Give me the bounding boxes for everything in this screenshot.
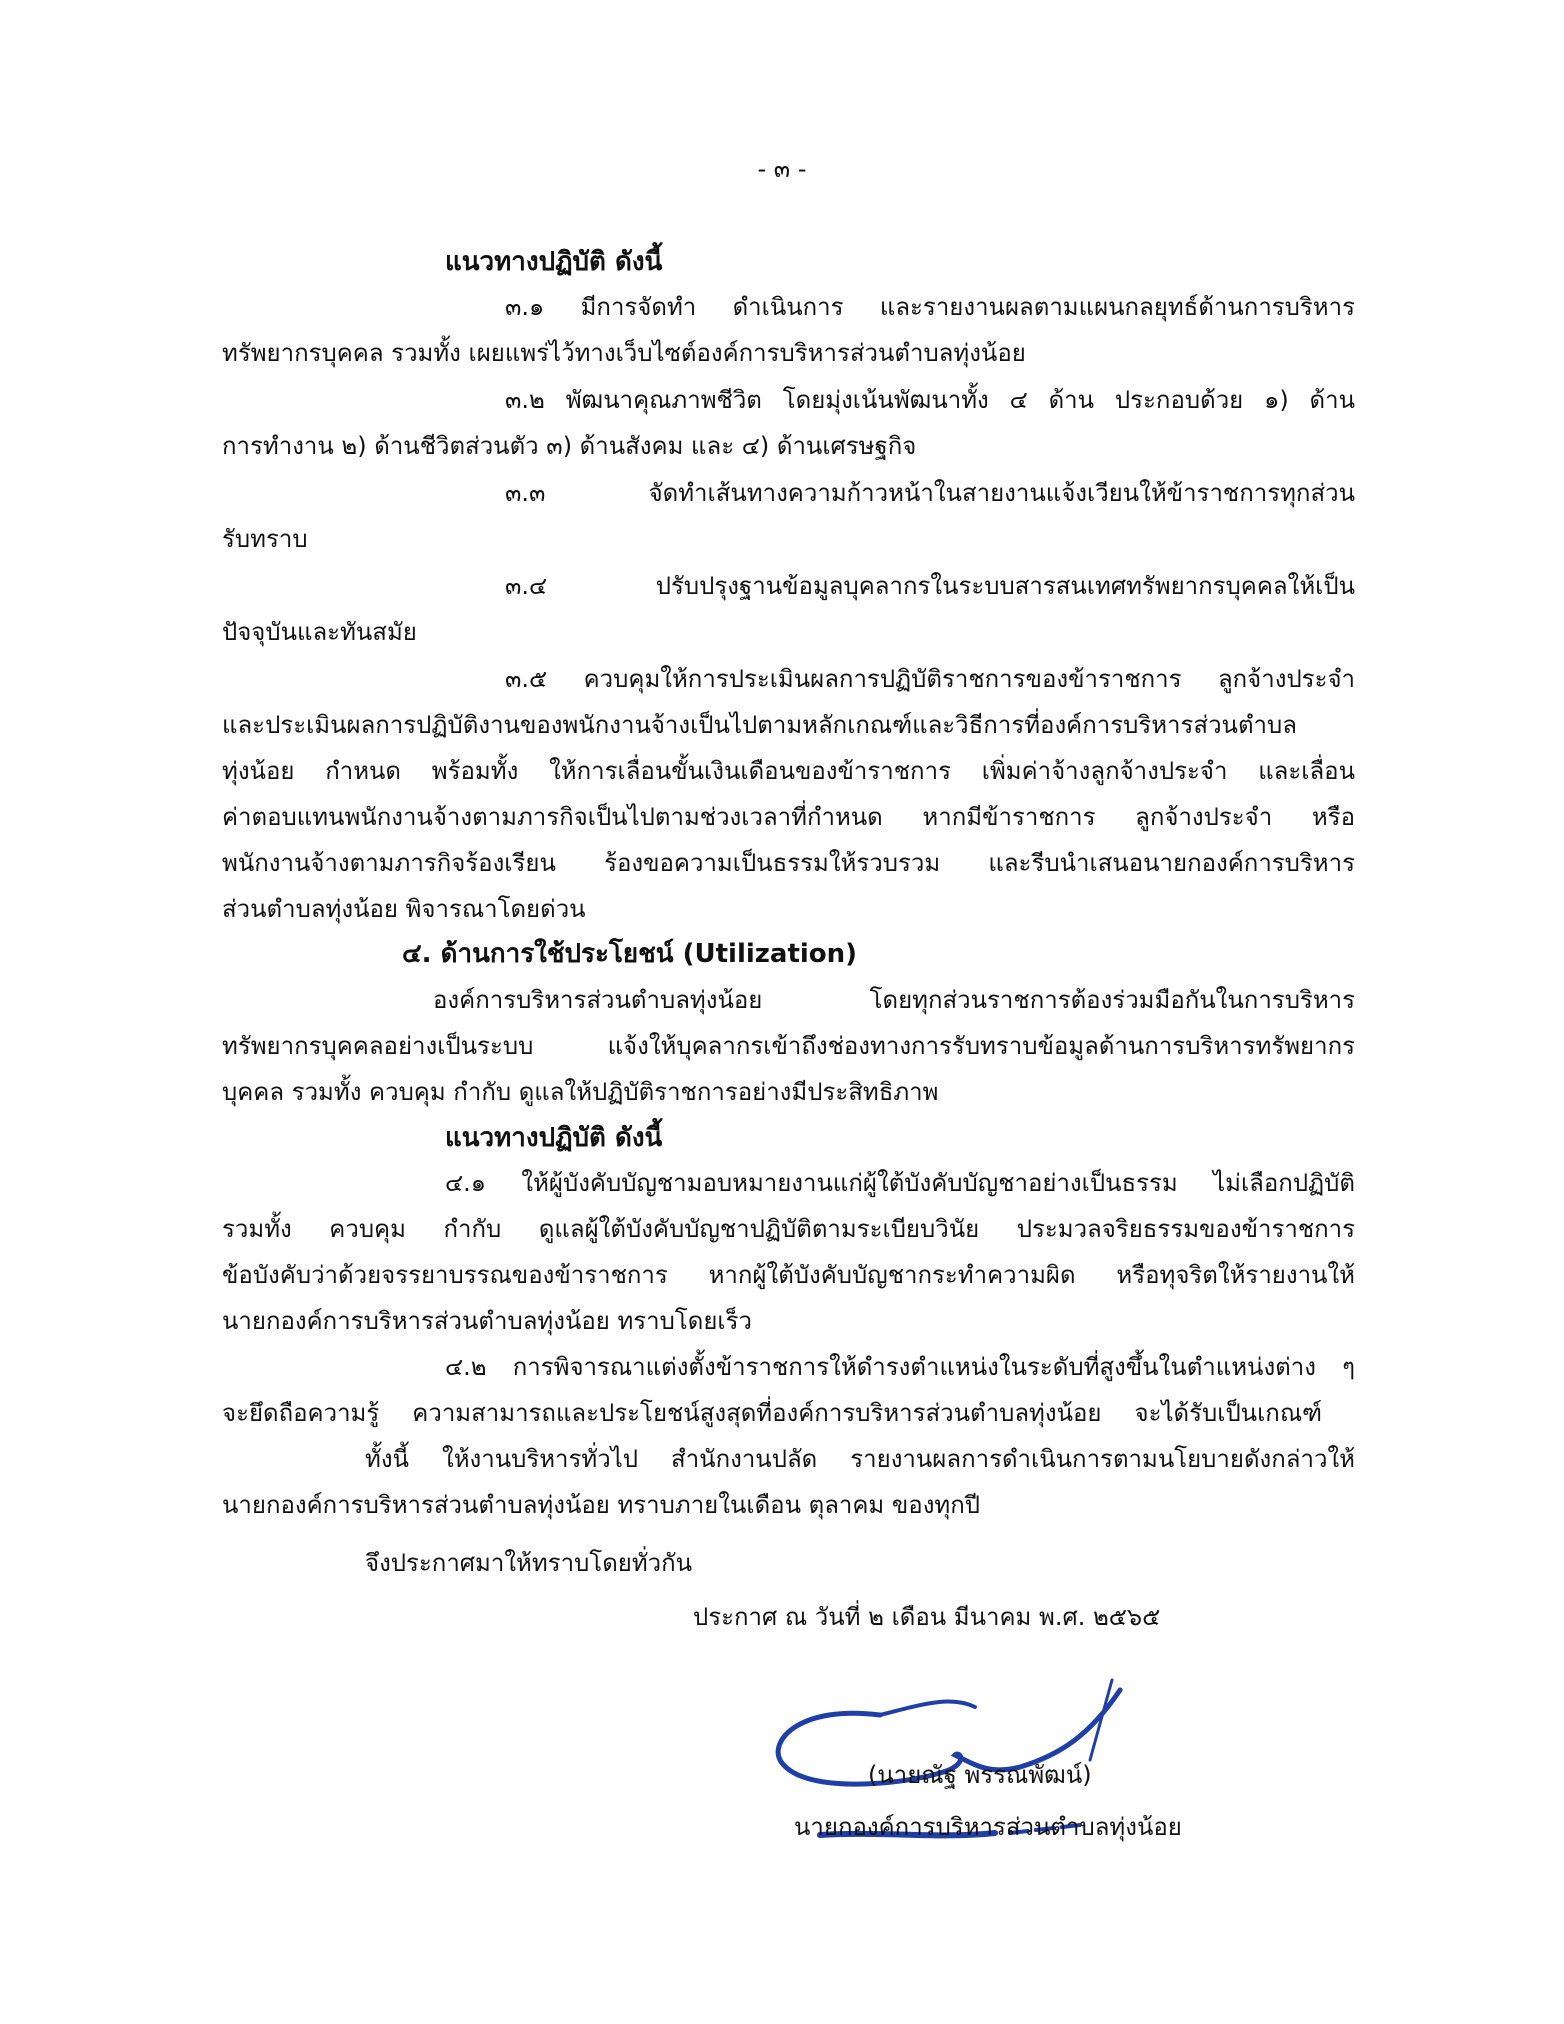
page-number: - ๓ -	[757, 155, 807, 183]
announced-date: ประกาศ ณ วันที่ ๒ เดือน มีนาคม พ.ศ. ๒๕๖๕	[693, 1603, 1161, 1631]
item-3-2-line2: การทำงาน ๒) ด้านชีวิตส่วนตัว ๓) ด้านสังคม และ ๔) ด้านเศรษฐกิจ	[222, 432, 917, 460]
item-4-1-line4: นายกองค์การบริหารส่วนตำบลทุ่งน้อย ทราบโดยเร็ว	[222, 1307, 752, 1335]
section-4-line1: องค์การบริหารส่วนตำบลทุ่งน้อย โดยทุกส่วนราชการต้องร่วมมือกันในการบริหาร	[433, 986, 1355, 1014]
item-3-3-line1: ๓.๓ จัดทำเส้นทางความก้าวหน้าในสายงานแจ้งเวียนให้ข้าราชการทุกส่วน	[505, 479, 1355, 507]
item-4-1-line2: รวมทั้ง ควบคุม กำกับ ดูแลผู้ใต้บังคับบัญชาปฏิบัติตามระเบียบวินัย ประมวลจริยธรรมของข้าราชการ	[222, 1215, 1355, 1243]
item-3-4-line1: ๓.๔ ปรับปรุงฐานข้อมูลบุคลากรในระบบสารสนเทศทรัพยากรบุคคลให้เป็น	[505, 572, 1355, 600]
item-4-2-line1: ๔.๒ การพิจารณาแต่งตั้งข้าราชการให้ดำรงตำแหน่งในระดับที่สูงขึ้นในตำแหน่งต่าง ๆ	[445, 1353, 1355, 1381]
signatory-name: (นายณัฐ พรรณพัฒน์)	[868, 1761, 1092, 1789]
item-3-4-line2: ปัจจุบันและทันสมัย	[222, 618, 417, 646]
item-3-1-line2: ทรัพยากรบุคคล รวมทั้ง เผยแพร่ไว้ทางเว็บไซต์องค์การบริหารส่วนตำบลทุ่งน้อย	[222, 339, 1026, 367]
closing-line2: นายกองค์การบริหารส่วนตำบลทุ่งน้อย ทราบภายในเดือน ตุลาคม ของทุกปี	[222, 1491, 981, 1519]
section-4-line3: บุคคล รวมทั้ง ควบคุม กำกับ ดูแลให้ปฏิบัติราชการอย่างมีประสิทธิภาพ	[222, 1078, 939, 1106]
item-3-5-line6: ส่วนตำบลทุ่งน้อย พิจารณาโดยด่วน	[222, 895, 586, 923]
item-3-5-line4: ค่าตอบแทนพนักงานจ้างตามภารกิจเป็นไปตามช่วงเวลาที่กำหนด หากมีข้าราชการ ลูกจ้างประจำ หรือ	[222, 803, 1355, 831]
closing-line1: ทั้งนี้ ให้งานบริหารทั่วไป สำนักงานปลัด รายงานผลการดำเนินการตามนโยบายดังกล่าวให้	[365, 1445, 1355, 1473]
signature-loop-top	[880, 1702, 975, 1715]
practice-heading-1: แนวทางปฏิบัติ ดังนี้	[445, 247, 663, 277]
item-3-5-line2: และประเมินผลการปฏิบัติงานของพนักงานจ้างเป็นไปตามหลักเกณฑ์และวิธีการที่องค์การบริหารส่วนตำบล	[222, 711, 1297, 739]
item-3-1-line1: ๓.๑ มีการจัดทำ ดำเนินการ และรายงานผลตามแผนกลยุทธ์ด้านการบริหาร	[505, 293, 1355, 321]
section-4-heading: ๔. ด้านการใช้ประโยชน์ (Utilization)	[402, 939, 858, 969]
item-4-1-line3: ข้อบังคับว่าด้วยจรรยาบรรณของข้าราชการ หากผู้ใต้บังคับบัญชากระทำความผิด หรือทุจริตให้รายงานให้	[222, 1261, 1355, 1289]
item-3-5-line3: ทุ่งน้อย กำหนด พร้อมทั้ง ให้การเลื่อนขั้นเงินเดือนของข้าราชการ เพิ่มค่าจ้างลูกจ้างประจำ และเลื่อน	[222, 757, 1355, 785]
section-4-line2: ทรัพยากรบุคคลอย่างเป็นระบบ แจ้งให้บุคลากรเข้าถึงช่องทางการรับทราบข้อมูลด้านการบริหารทรัพยากร	[222, 1032, 1355, 1060]
signatory-position: นายกองค์การบริหารส่วนตำบลทุ่งน้อย	[794, 1813, 1182, 1841]
item-4-1-line1: ๔.๑ ให้ผู้บังคับบัญชามอบหมายงานแก่ผู้ใต้บังคับบัญชาอย่างเป็นธรรม ไม่เลือกปฏิบัติ	[445, 1169, 1355, 1197]
announcement: จึงประกาศมาให้ทราบโดยทั่วกัน	[365, 1549, 693, 1577]
practice-heading-2: แนวทางปฏิบัติ ดังนี้	[445, 1123, 663, 1153]
item-3-3-line2: รับทราบ	[222, 525, 308, 553]
item-3-5-line1: ๓.๕ ควบคุมให้การประเมินผลการปฏิบัติราชการของข้าราชการ ลูกจ้างประจำ	[505, 665, 1355, 693]
item-4-2-line2: จะยึดถือความรู้ ความสามารถและประโยชน์สูงสุดที่องค์การบริหารส่วนตำบลทุ่งน้อย จะได้รับเป็นเกณฑ์	[222, 1399, 1322, 1427]
item-3-5-line5: พนักงานจ้างตามภารกิจร้องเรียน ร้องขอความเป็นธรรมให้รวบรวม และรีบนำเสนอนายกองค์การบริหาร	[222, 849, 1355, 877]
item-3-2-line1: ๓.๒ พัฒนาคุณภาพชีวิต โดยมุ่งเน้นพัฒนาทั้ง ๔ ด้าน ประกอบด้วย ๑) ด้าน	[505, 386, 1355, 414]
